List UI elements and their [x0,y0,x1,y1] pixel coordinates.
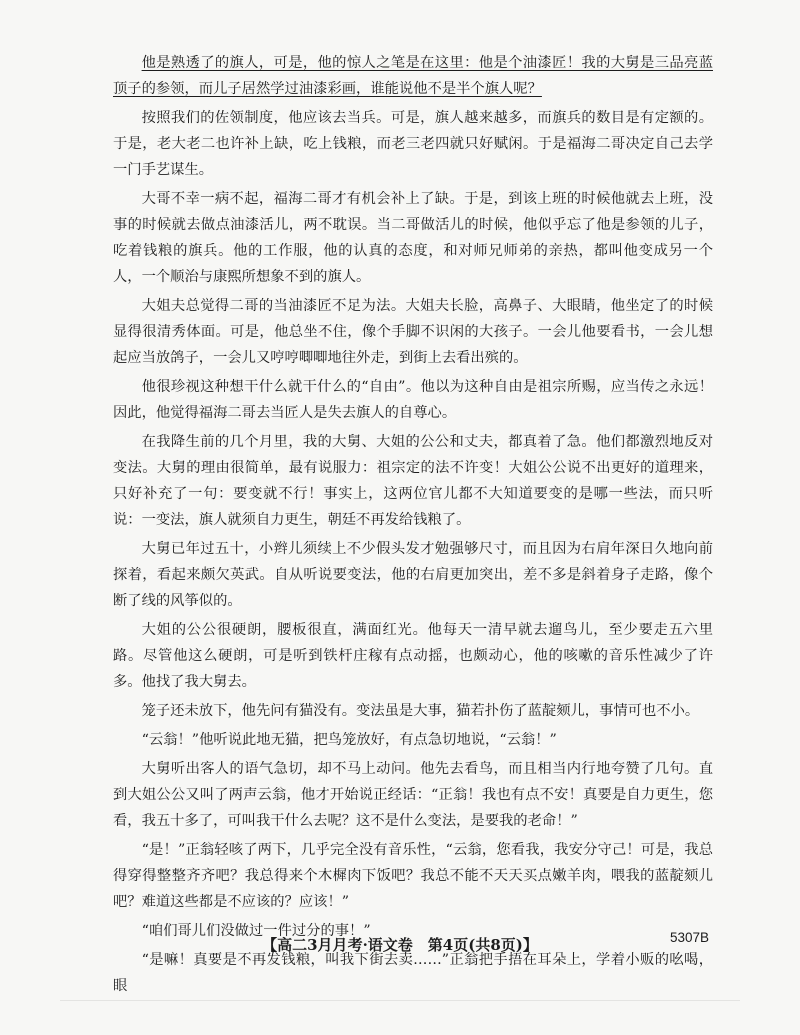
paragraph: 在我降生前的几个月里，我的大舅、大姐的公公和丈夫，都真着了急。他们都激烈地反对变法。大舅的理由很简单，最有说服力：祖宗定的法不许变！大姐公公说不出更好的道理来，只好补充了一句：要变就不行！事实上，这两位官儿都不大知道要变的是哪一些法，而只听说：一变法，旗人就须自力更生，朝廷不再发给钱粮了。 [113,434,713,528]
paragraph: 大哥不幸一病不起，福海二哥才有机会补上了缺。于是，到该上班的时候他就去上班，没事的时候就去做点油漆活儿，两不耽误。当二哥做活儿的时候，他似乎忘了他是参领的儿子，吃着钱粮的旗兵。他的工作服，他的认真的态度，和对师兄师弟的亲热，都叫他变成另一个人，一个顺治与康熙所想象不到的旗人。 [113,191,713,285]
paragraph: “是！”正翁轻咳了两下，几乎完全没有音乐性，“云翁，您看我，我安分守己！可是，我总得穿得整整齐齐吧？我总得来个木樨肉下饭吧？我总不能不天天买点嫩羊肉，喂我的蓝靛颏儿吧？难道这些都是不应该的？应该！” [113,842,713,910]
passage-text [113,50,713,1002]
paragraph: 他是熟透了的旗人，可是，他的惊人之笔是在这里：他是个油漆匠！我的大舅是三品亮蓝顶子的参领，而儿子居然学过油漆彩画，谁能说他不是半个旗人呢？ [113,55,713,97]
paper-code: 5307B [670,930,710,945]
paragraph: “是嘛！真要是不再发钱粮，叫我下街去卖……”正翁把手捂在耳朵上，学着小贩的吆喝，眼 [113,952,713,994]
paragraph: 大姐的公公很硬朗，腰板很直，满面红光。他每天一清早就去遛鸟儿，至少要走五六里路。尽管他这么硬朗，可是听到铁杆庄稼有点动摇，也颇动心，他的咳嗽的音乐性减少了许多。他找了我大舅去。 [113,622,713,690]
bottom-divider [60,1000,740,1001]
exam-title: 【高二3月月考·语文卷 第4页(共8页)】 [262,936,538,954]
paragraph: “云翁！”他听说此地无猫，把鸟笼放好，有点急切地说，“云翁！” [141,732,557,748]
paragraph: 大舅已年过五十，小辫儿须续上不少假头发才勉强够尺寸，而且因为右肩年深日久地向前探着，看起来颇欠英武。自从听说要变法，他的右肩更加突出，差不多是斜着身子走路，像个断了线的风筝似的。 [113,541,713,609]
paragraph: 大舅听出客人的语气急切，却不马上动问。他先去看鸟，而且相当内行地夸赞了几句。直到大姐公公又叫了两声云翁，他才开始说正经话：“正翁！我也有点不安！真要是自力更生，您看，我五十多了，可叫我干什么去呢？这不是什么变法，是要我的老命！” [113,761,713,829]
paragraph: 大姐夫总觉得二哥的当油漆匠不足为法。大姐夫长脸，高鼻子、大眼睛，他坐定了的时候显得很清秀体面。可是，他总坐不住，像个手脚不识闲的大孩子。一会儿他要看书，一会儿想起应当放鸽子，一会儿又哼哼唧唧地往外走，到街上去看出殡的。 [113,298,713,366]
paragraph: 他很珍视这种想干什么就干什么的“自由”。他以为这种自由是祖宗所赐，应当传之永远！因此，他觉得福海二哥去当匠人是失去旗人的自尊心。 [113,379,713,421]
paragraph: “咱们哥儿们没做过一件过分的事！” [141,923,371,939]
paragraph: 按照我们的佐领制度，他应该去当兵。可是，旗人越来越多，而旗兵的数目是有定额的。于是，老大老二也许补上缺，吃上钱粮，而老三老四就只好赋闲。于是福海二哥决定自己去学一门手艺谋生。 [113,110,713,178]
paragraph: 笼子还未放下，他先问有猫没有。变法虽是大事，猫若扑伤了蓝靛颏儿，事情可也不小。 [141,703,700,719]
